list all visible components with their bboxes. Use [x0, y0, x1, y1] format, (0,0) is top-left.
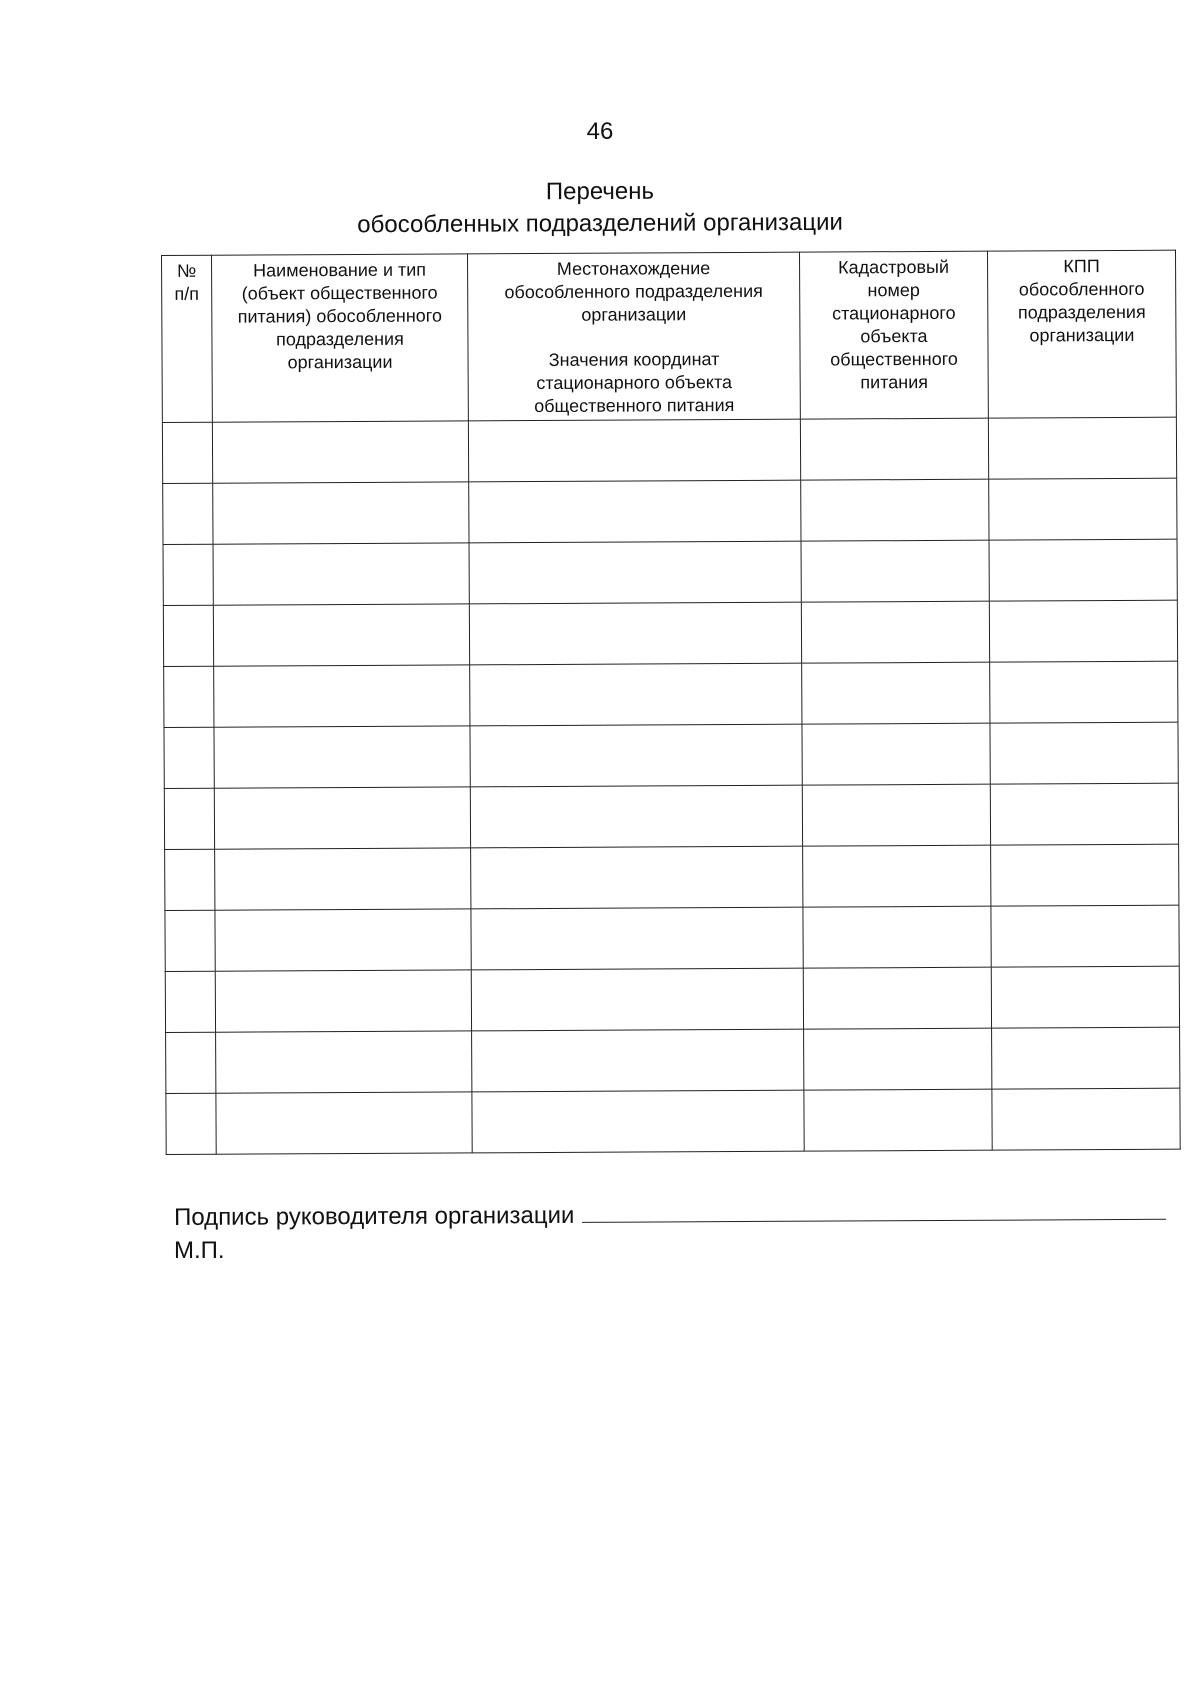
cell-kpp[interactable] [990, 783, 1178, 845]
header-text: подразделения [1017, 301, 1146, 323]
header-text: обособленного подразделения [504, 280, 763, 303]
header-text: подразделения [276, 328, 404, 350]
header-text: Значения координат [548, 349, 720, 370]
cell-kpp[interactable] [991, 966, 1179, 1028]
cell-name-and-type[interactable] [215, 848, 471, 910]
cell-number[interactable] [164, 788, 214, 849]
header-text: стационарного объекта [536, 372, 733, 394]
cell-number[interactable] [162, 422, 212, 483]
cell-name-and-type[interactable] [215, 909, 471, 971]
title-line-2: обособленных подразделений организации [357, 208, 844, 239]
cell-kpp[interactable] [991, 905, 1179, 967]
cell-cadastral-number[interactable] [804, 1028, 992, 1090]
header-text: (объект общественного [241, 282, 438, 304]
cell-location[interactable] [469, 480, 801, 543]
cell-number[interactable] [165, 971, 215, 1032]
cell-number[interactable] [163, 605, 213, 666]
table-row [164, 722, 1178, 788]
cell-cadastral-number[interactable] [803, 967, 991, 1029]
header-spacer [474, 326, 793, 350]
cell-location[interactable] [469, 541, 801, 604]
cell-number[interactable] [166, 1093, 216, 1154]
table-row [166, 1088, 1180, 1154]
cell-kpp[interactable] [992, 1027, 1180, 1089]
cell-cadastral-number[interactable] [803, 845, 991, 907]
cell-cadastral-number[interactable] [801, 540, 989, 602]
cell-kpp[interactable] [989, 539, 1177, 601]
cell-location[interactable] [472, 1029, 804, 1092]
header-text: общественного [830, 348, 958, 370]
signature-label: Подпись руководителя организации [174, 1201, 575, 1231]
cell-cadastral-number[interactable] [804, 1089, 992, 1151]
table-row [165, 905, 1179, 971]
cell-location[interactable] [470, 785, 802, 848]
cell-location[interactable] [470, 663, 802, 726]
cell-location[interactable] [471, 907, 803, 970]
cell-kpp[interactable] [988, 417, 1176, 479]
cell-cadastral-number[interactable] [800, 418, 988, 480]
cell-location[interactable] [472, 1090, 804, 1153]
cell-number[interactable] [165, 849, 215, 910]
header-text: питания [860, 371, 929, 393]
cell-kpp[interactable] [990, 722, 1178, 784]
header-text: организации [1029, 324, 1135, 346]
cell-number[interactable] [163, 544, 213, 605]
header-cadastral-number [799, 251, 988, 419]
cell-name-and-type[interactable] [214, 726, 470, 788]
cell-name-and-type[interactable] [212, 421, 468, 483]
cell-location[interactable] [469, 602, 801, 665]
table-row [162, 417, 1176, 483]
header-text: Местонахождение [556, 258, 711, 279]
header-location [467, 252, 800, 421]
cell-name-and-type[interactable] [215, 970, 471, 1032]
cell-name-and-type[interactable] [213, 482, 469, 544]
cell-cadastral-number[interactable] [801, 601, 989, 663]
cell-location[interactable] [471, 968, 803, 1031]
table-header-row [162, 250, 1177, 422]
header-text: Кадастровый [838, 256, 950, 278]
table-row [165, 844, 1179, 910]
cell-number[interactable] [164, 666, 214, 727]
header-text: № [176, 260, 197, 281]
cell-name-and-type[interactable] [213, 604, 469, 666]
cell-location[interactable] [470, 724, 802, 787]
header-text: питания) обособленного [237, 305, 442, 327]
signature-field[interactable] [582, 1199, 1166, 1223]
table-row [166, 1027, 1180, 1093]
subdivisions-table [161, 250, 1181, 1155]
cell-location[interactable] [468, 419, 800, 482]
stamp-label: М.П. [174, 1237, 225, 1264]
cell-kpp[interactable] [989, 600, 1177, 662]
table-row [163, 539, 1177, 605]
signature-line [174, 1198, 1166, 1233]
header-text: организации [287, 351, 393, 373]
cell-number[interactable] [163, 483, 213, 544]
page-number: 46 [586, 118, 614, 145]
cell-number[interactable] [165, 910, 215, 971]
cell-number[interactable] [166, 1032, 216, 1093]
table-row [163, 478, 1177, 544]
header-kpp [987, 250, 1176, 418]
header-number [162, 255, 213, 422]
header-text: номер [867, 280, 920, 301]
document-title [0, 173, 1200, 243]
cell-cadastral-number[interactable] [801, 479, 989, 541]
table-row [164, 783, 1178, 849]
header-text: обособленного [1018, 278, 1145, 300]
cell-location[interactable] [471, 846, 803, 909]
header-text: общественного питания [534, 394, 735, 417]
cell-name-and-type[interactable] [214, 787, 470, 849]
cell-cadastral-number[interactable] [803, 906, 991, 968]
subdivisions-table-container [161, 250, 1180, 1155]
table-row [163, 600, 1177, 666]
table-row [164, 661, 1178, 727]
cell-name-and-type[interactable] [213, 543, 469, 605]
header-text: организации [581, 304, 687, 325]
header-text: объекта [860, 325, 928, 347]
header-text: Наименование и тип [253, 259, 427, 281]
header-text: п/п [174, 283, 200, 304]
cell-cadastral-number[interactable] [802, 723, 990, 785]
title-line-1: Перечень [545, 177, 655, 206]
cell-name-and-type[interactable] [214, 665, 470, 727]
table-row [165, 966, 1179, 1032]
header-name-and-type [212, 254, 469, 422]
cell-cadastral-number[interactable] [802, 662, 990, 724]
cell-cadastral-number[interactable] [802, 784, 990, 846]
header-text: стационарного [831, 302, 956, 324]
cell-kpp[interactable] [990, 661, 1178, 723]
cell-name-and-type[interactable] [216, 1092, 472, 1154]
table-body [162, 417, 1180, 1154]
cell-name-and-type[interactable] [216, 1031, 472, 1093]
cell-kpp[interactable] [991, 844, 1179, 906]
cell-kpp[interactable] [989, 478, 1177, 540]
cell-kpp[interactable] [992, 1088, 1180, 1150]
cell-number[interactable] [164, 727, 214, 788]
header-text: КПП [1063, 256, 1100, 277]
